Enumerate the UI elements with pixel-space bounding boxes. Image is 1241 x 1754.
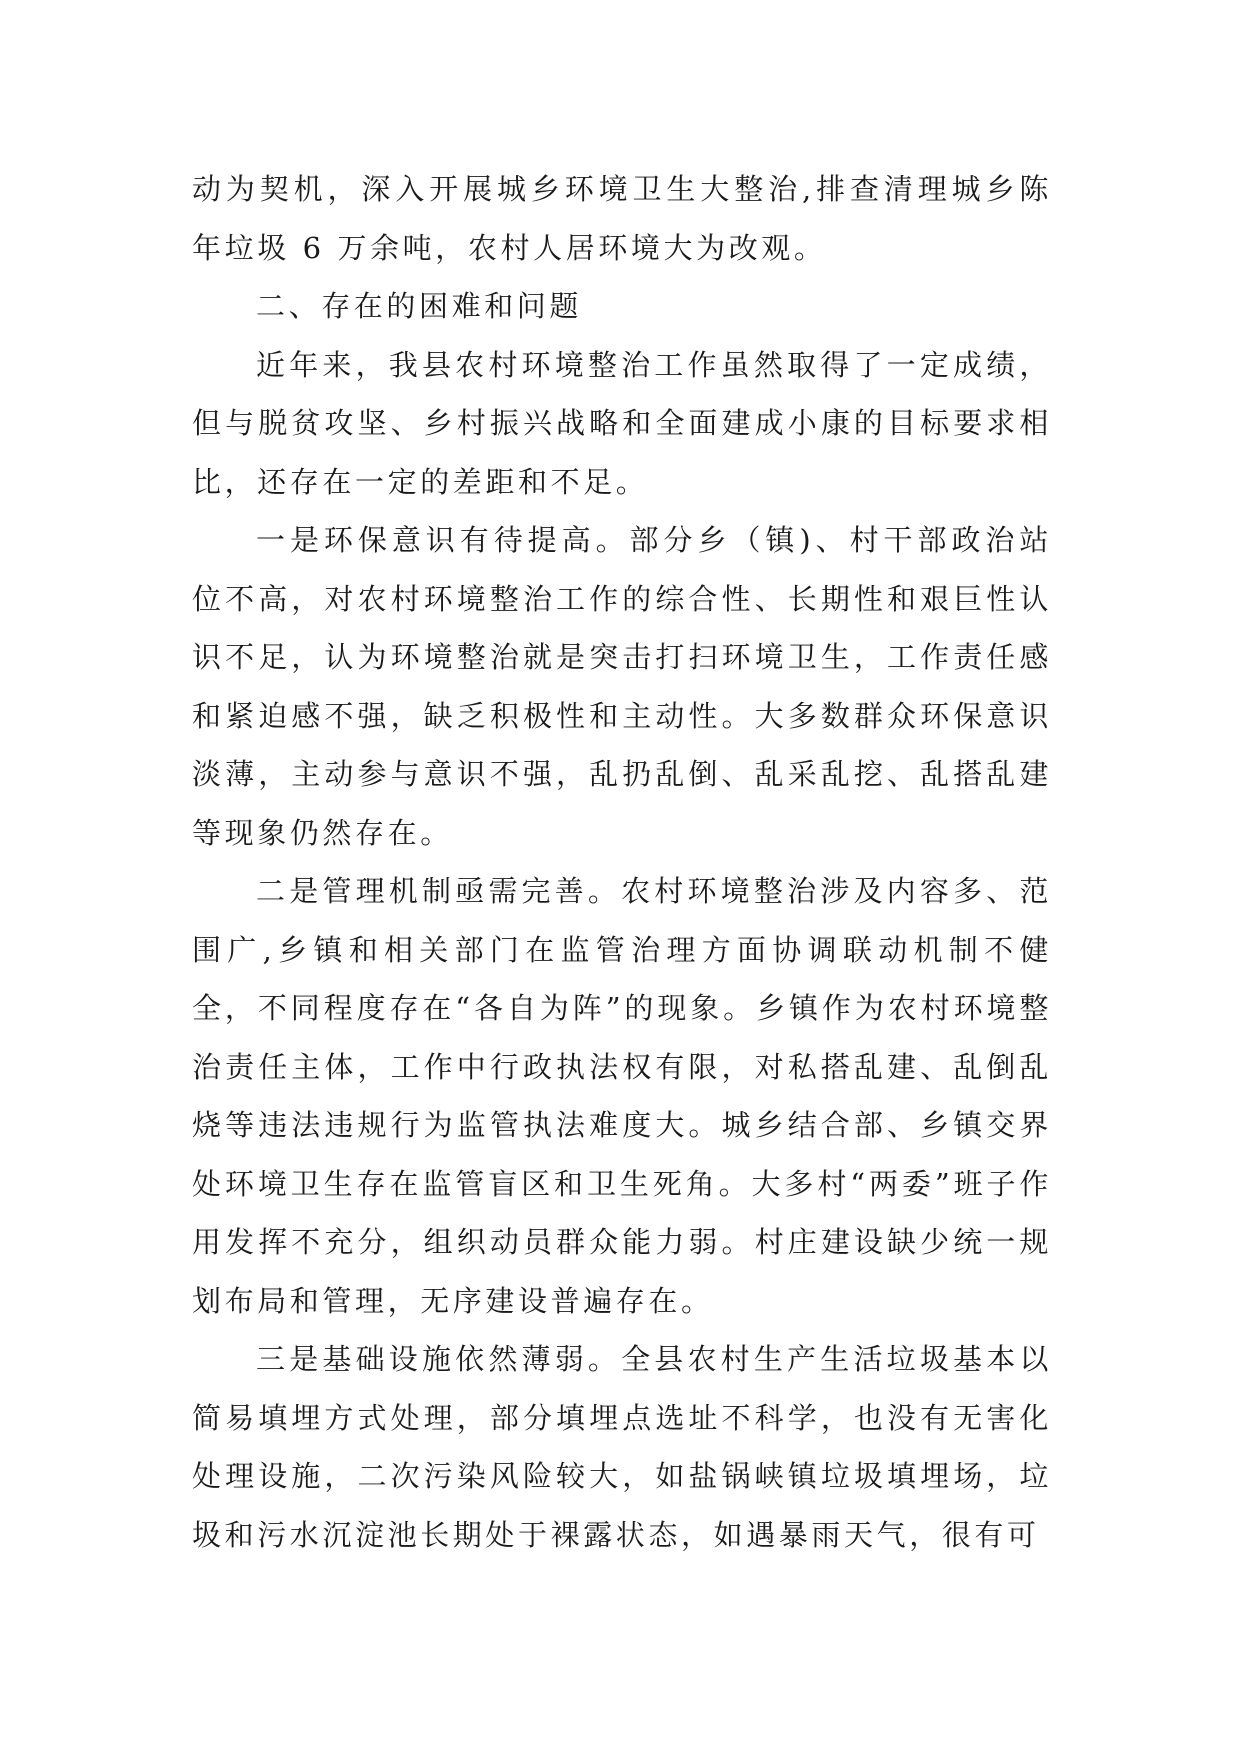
paragraph-point-two: 二是管理机制亟需完善。农村环境整治涉及内容多、范围广,乡镇和相关部门在监管治理方面协调联动机制不健全，不同程度存在“各自为阵”的现象。乡镇作为农村环境整治责任主体，工作中行政执法权有限，对私搭乱建、乱倒乱烧等违法违规行为监管执法难度大。城乡结合部、乡镇交界处环境卫生存在监管盲区和卫生死角。大多村“两委”班子作用发挥不充分，组织动员群众能力弱。村庄建设缺少统一规划布局和管理，无序建设普遍存在。	[192, 874, 1052, 1318]
paragraph-point-three: 三是基础设施依然薄弱。全县农村生产生活垃圾基本以简易填埋方式处理，部分填埋点选址不科学，也没有无害化处理设施，二次污染风险较大，如盐锅峡镇垃圾填埋场，垃圾和污水沉淀池长期处于裸露状态，如遇暴雨天气，很有可	[192, 1342, 1052, 1552]
paragraph-point-one: 一是环保意识有待提高。部分乡（镇)、村干部政治站位不高，对农村环境整治工作的综合性、长期性和艰巨性认识不足，认为环境整治就是突击打扫环境卫生，工作责任感和紧迫感不强，缺乏积极性和主动性。大多数群众环保意识淡薄，主动参与意识不强，乱扔乱倒、乱采乱挖、乱搭乱建等现象仍然存在。	[192, 523, 1052, 850]
paragraph-intro: 近年来，我县农村环境整治工作虽然取得了一定成绩，但与脱贫攻坚、乡村振兴战略和全面建成小康的目标要求相比，还存在一定的差距和不足。	[192, 347, 1052, 499]
document-body	[192, 160, 1052, 1564]
paragraph-continuation: 动为契机，深入开展城乡环境卫生大整治,排查清理城乡陈年垃圾 6 万余吨，农村人居环境大为改观。	[192, 172, 1052, 265]
section-heading: 二、存在的困难和问题	[256, 289, 583, 323]
